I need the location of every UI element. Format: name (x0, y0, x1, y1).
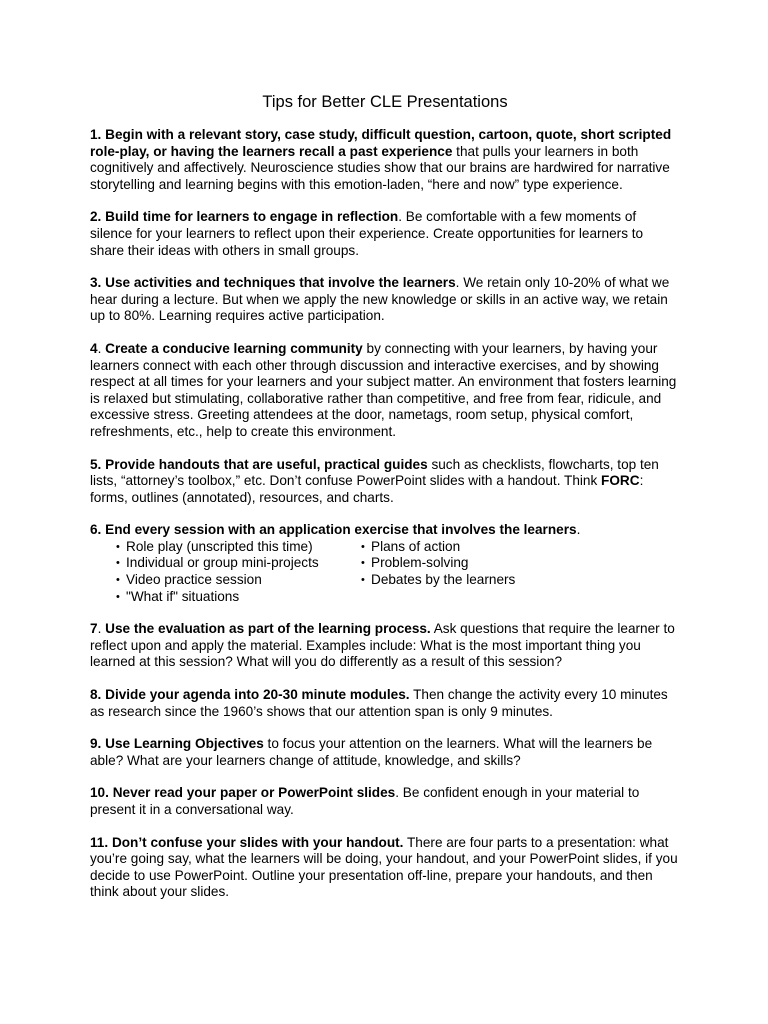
list-item: • Plans of action (361, 539, 515, 556)
bullet-column-right (361, 539, 515, 605)
tip-10 (90, 785, 680, 818)
tip-9-body: to focus your attention on the learners. What will the learners be able? What are your learners change of attitude, knowledge, and skills? (90, 736, 653, 768)
tip-6-heading: End every session with an application exercise that involves the learners (105, 522, 577, 538)
tip-9-heading: Use Learning Objectives (105, 736, 264, 752)
tip-11-body: There are four parts to a presentation: what you’re going say, what the learners will be doing, your handout, and your PowerPoint slides, if you decide to use PowerPoint. Outline your presentation off-line, prepare your handouts, and then think about your slides. (90, 834, 678, 900)
tip-10-body: . Be confident enough in your material to present it in a conversational way. (90, 785, 640, 817)
tip-8-number: 8. (90, 687, 102, 703)
tip-6 (90, 522, 680, 539)
list-item: • Individual or group mini-projects (116, 555, 361, 572)
tip-1-heading: Begin with a relevant story, case study, difficult question, cartoon, quote, short scripted role-play, or having the learners recall a past experience (90, 127, 672, 159)
tip-11 (90, 835, 680, 901)
tip-2-heading: Build time for learners to engage in reflection (105, 209, 399, 225)
tip-5-body: such as checklists, flowcharts, top ten lists, “attorney’s toolbox,” etc. Don’t confuse PowerPoint slides with a handout. Think (90, 456, 659, 489)
tip-7-body: Ask questions that require the learner to reflect upon and apply the material. Examples include: What is the most important thing you learned at this session? What will you do differently as a result of this session? (90, 621, 675, 670)
tip-9 (90, 736, 680, 769)
tip-5 (90, 457, 680, 507)
tip-2-number: 2. (90, 209, 102, 225)
tip-4-heading: Create a conducive learning community (105, 340, 363, 356)
tip-7-number: 7 (90, 621, 98, 637)
list-item: • "What if" situations (116, 589, 361, 606)
tip-9-number: 9. (90, 736, 102, 752)
tip-1 (90, 127, 680, 193)
tip-11-heading: Don’t confuse your slides with your handout. (111, 834, 404, 850)
tip-4-number: 4 (90, 340, 98, 356)
tip-8-body: Then change the activity every 10 minutes as research since the 1960’s shows that our attention span is only 9 minutes. (90, 687, 668, 719)
tip-3 (90, 275, 680, 325)
tip-4-body: by connecting with your learners, by having your learners connect with each other through discussion and interactive exercises, and by showing respect at all times for your learners and your subject matter. An environment that fosters learning is relaxed but stimulating, collaborative rather than competitive, and free from fear, ridicule, and excessive stress. Greeting attendees at the door, nametags, room setup, physical comfort, refreshments, etc., help to create this environment. (90, 340, 677, 439)
tip-1-number: 1. (90, 127, 102, 142)
tip-5-number: 5. (90, 456, 102, 472)
tip-11-number: 11. (90, 834, 109, 850)
tip-7: 7. Use the evaluation as part of the learning process. Ask questions that require the learner to reflect upon and apply the material. Examples include: What is the most important thing you learned at this session? What will you do differently as a result of this session? (90, 621, 675, 670)
list-item: • Debates by the learners (361, 572, 515, 589)
tip-2-body: . Be comfortable with a few moments of silence for your learners to reflect upon their experience. Create opportunities for learners to share their ideas with others in small groups. (90, 209, 644, 258)
bullet-column-left (116, 539, 361, 605)
tip-8-heading: Divide your agenda into 20-30 minute modules. (105, 687, 410, 703)
page-title: Tips for Better CLE Presentations (262, 93, 508, 111)
tip-1-body: that pulls your learners in both cognitively and affectively. Neuroscience studies show that our brains are hardwired for narrative storytelling and learning begins with this emotion-laden, “here and now” type experience. (90, 143, 670, 192)
tip-5-heading: Provide handouts that are useful, practical guides (105, 456, 428, 472)
tip-3-heading: Use activities and techniques that involve the learners (105, 275, 456, 291)
tip-5-forc: FORC (601, 473, 640, 489)
tip-6-body: . (576, 522, 581, 538)
list-item: • Video practice session (116, 572, 361, 589)
tip-2 (90, 209, 680, 259)
tip-5-body-end: : forms, outlines (annotated), resources, and charts. (90, 473, 644, 505)
tip-7-heading: Use the evaluation as part of the learning process. (105, 621, 431, 637)
tip-4: 4. Create a conducive learning community by connecting with your learners, by having your learners connect with each other through discussion and interactive exercises, and by showing respect at all times for your learners and your subject matter. An environment that fosters learning is relaxed but stimulating, collaborative rather than competitive, and free from fear, ridicule, and excessive stress. Greeting attendees at the door, nametags, room setup, physical comfort, refreshments, etc., help to create this environment. (90, 340, 677, 439)
tip-8 (90, 687, 680, 720)
list-item: • Problem-solving (361, 555, 515, 572)
tip-3-body: . We retain only 10-20% of what we hear during a lecture. But when we apply the new knowledge or skills in an active way, we retain up to 80%. Learning requires active participation. (90, 275, 670, 324)
tip-10-number: 10. (90, 785, 109, 801)
tip-6-bullet-list (90, 539, 680, 605)
tip-3-number: 3. (90, 275, 102, 291)
tip-10-heading: Never read your paper or PowerPoint slides (112, 785, 396, 801)
list-item: • Role play (unscripted this time) (116, 539, 361, 556)
tip-6-number: 6. (90, 522, 102, 538)
